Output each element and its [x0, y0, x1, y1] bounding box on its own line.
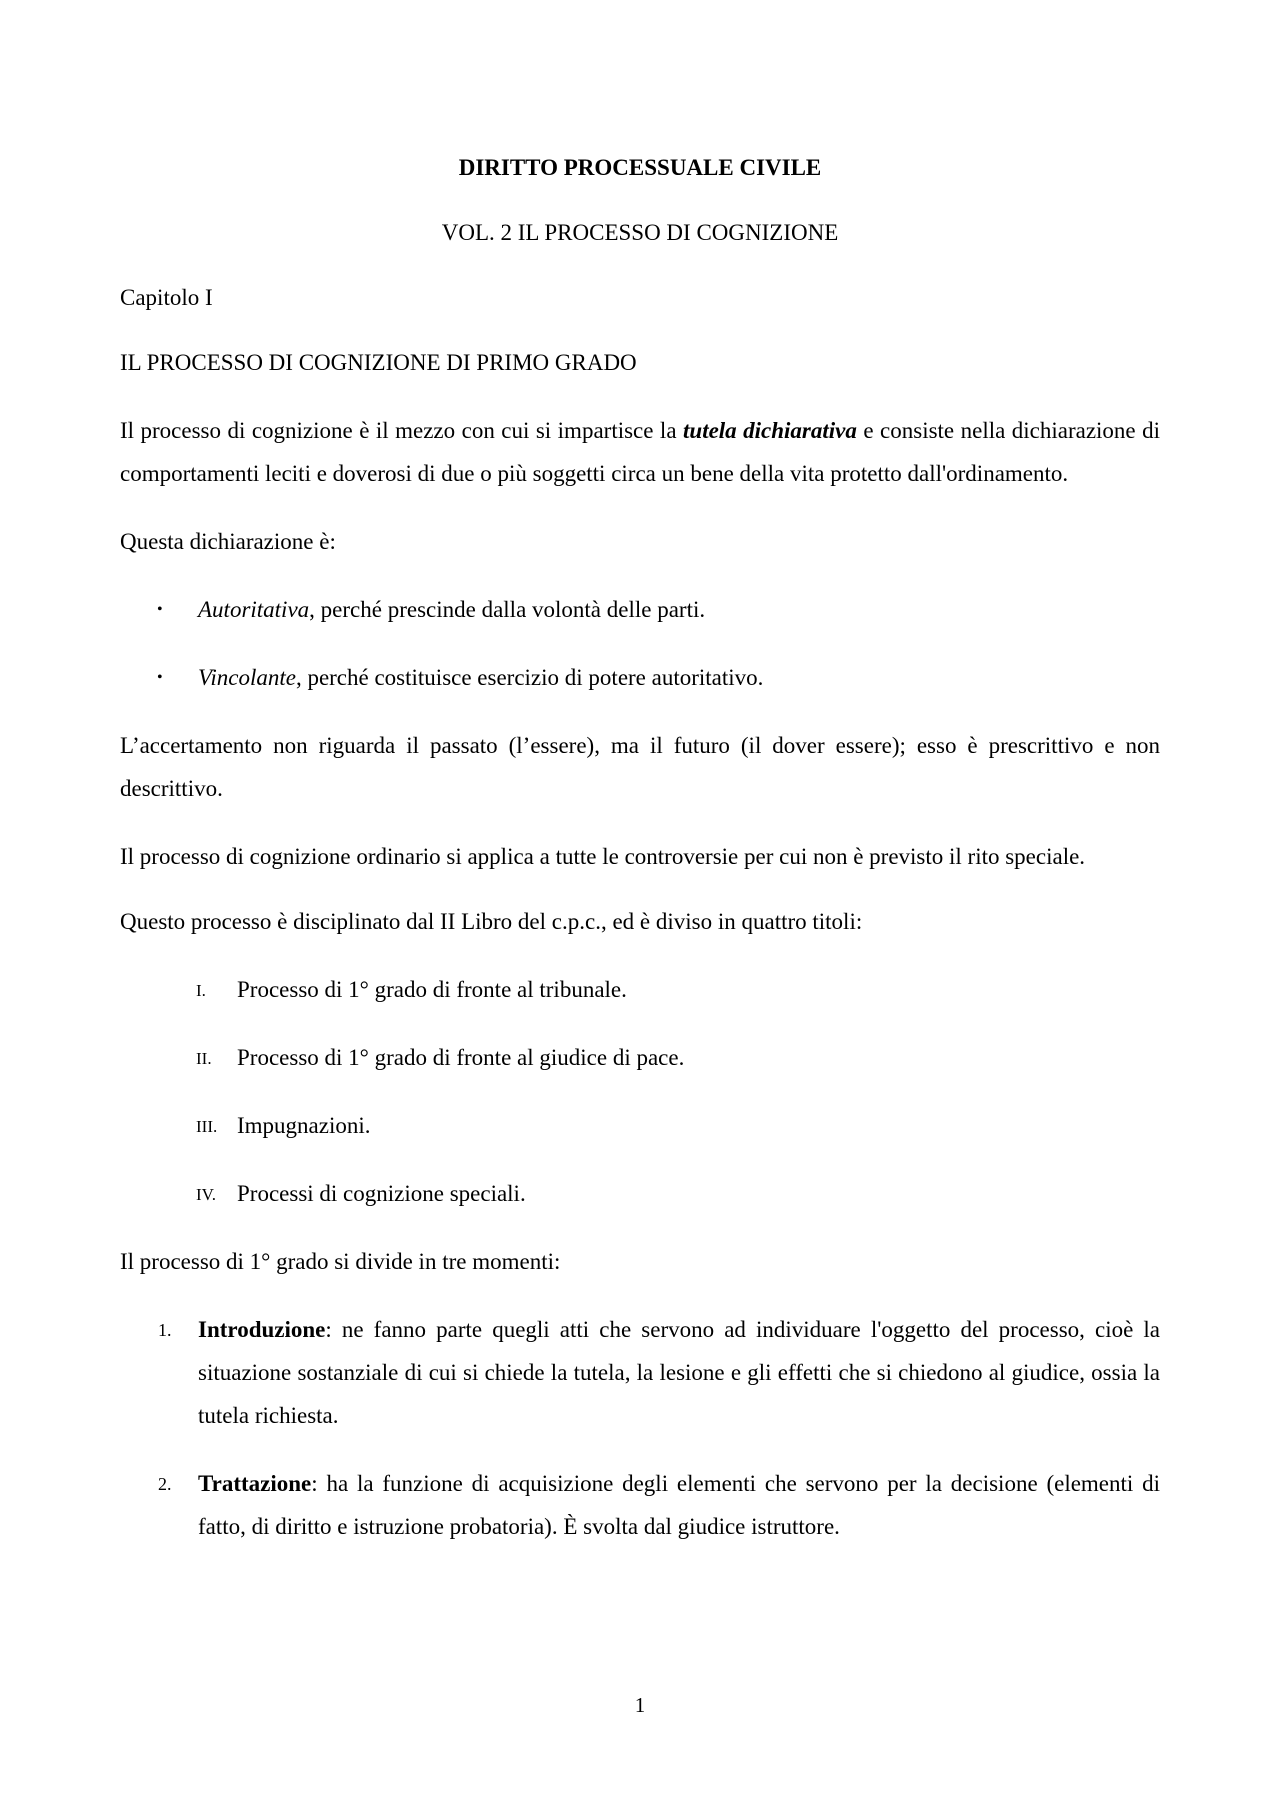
list-item [120, 1104, 1160, 1147]
roman-numeral: III. [196, 1117, 218, 1136]
paragraph-definition [120, 409, 1160, 495]
list-item-text: Processi di cognizione speciali. [237, 1181, 526, 1206]
roman-numeral: II. [196, 1049, 212, 1068]
chapter-title: IL PROCESSO DI COGNIZIONE DI PRIMO GRADO [120, 350, 637, 375]
document-title: DIRITTO PROCESSUALE CIVILE [458, 155, 822, 180]
paragraph-ambito: Il processo di cognizione ordinario si applica a tutte le controversie per cui non è previsto il rito speciale. [120, 844, 1086, 869]
momenti-list [120, 1308, 1160, 1548]
list-item [120, 1462, 1160, 1548]
list-number: 1. [158, 1320, 172, 1340]
list-term: Introduzione [198, 1317, 326, 1342]
list-item [120, 1172, 1160, 1215]
list-item-text: Processo di 1° grado di fronte al giudice di pace. [237, 1045, 685, 1070]
titoli-list [120, 968, 1160, 1215]
list-item [120, 1036, 1160, 1079]
roman-numeral: I. [196, 981, 206, 1000]
document-subtitle: VOL. 2 IL PROCESSO DI COGNIZIONE [441, 220, 839, 245]
roman-numeral: IV. [196, 1185, 216, 1204]
list-item [120, 968, 1160, 1011]
list-item [120, 656, 1160, 699]
list-term: Trattazione [198, 1471, 312, 1496]
chapter-label: Capitolo I [120, 285, 213, 310]
bullet-text: , perché costituisce esercizio di potere autoritativo. [295, 665, 764, 690]
list-item [120, 588, 1160, 631]
paragraph-definition-rest: e consiste nella dichiarazione di comportamenti leciti e doverosi di due o più soggetti circa un bene della vita protetto dall'ordinamento. [120, 418, 1161, 486]
paragraph-definition-lead: Il processo di cognizione è il mezzo con cui si impartisce la [120, 418, 684, 443]
bullet-term: Vincolante [198, 665, 296, 690]
list-item-text: : ne fanno parte quegli atti che servono ad individuare l'oggetto del processo, cioè la situazione sostanziale di cui si chiede la tutela, la lesione e gli effetti che si chiedono al giudice, ossia la tutela richiesta. [198, 1317, 1160, 1428]
paragraph-intro-list: Questa dichiarazione è: [120, 529, 336, 554]
list-item-text: : ha la funzione di acquisizione degli elementi che servono per la decisione (elementi di fatto, di diritto e istruzione probatoria). È svolta dal giudice istruttore. [198, 1471, 1160, 1539]
list-item-text: Processo di 1° grado di fronte al tribunale. [237, 977, 627, 1002]
bullet-text: , perché prescinde dalla volontà delle parti. [309, 597, 706, 622]
page-content [120, 146, 1160, 1548]
page-number: 1 [634, 1693, 646, 1717]
emphasis-tutela-dichiarativa: tutela dichiarativa [683, 418, 857, 443]
paragraph-momenti: Il processo di 1° grado si divide in tre momenti: [120, 1249, 561, 1274]
characteristics-list [120, 588, 1160, 699]
list-item [120, 1308, 1160, 1437]
list-number: 2. [158, 1474, 172, 1494]
bullet-term: Autoritativa [198, 597, 310, 622]
list-item-text: Impugnazioni. [237, 1113, 371, 1138]
paragraph-disciplina: Questo processo è disciplinato dal II Libro del c.p.c., ed è diviso in quattro titoli: [120, 909, 863, 934]
bullet-marker: • [157, 601, 163, 618]
bullet-marker: • [157, 669, 163, 686]
paragraph-accertamento: L’accertamento non riguarda il passato (l’essere), ma il futuro (il dover essere); esso è prescrittivo e non descrittivo. [120, 733, 1160, 801]
